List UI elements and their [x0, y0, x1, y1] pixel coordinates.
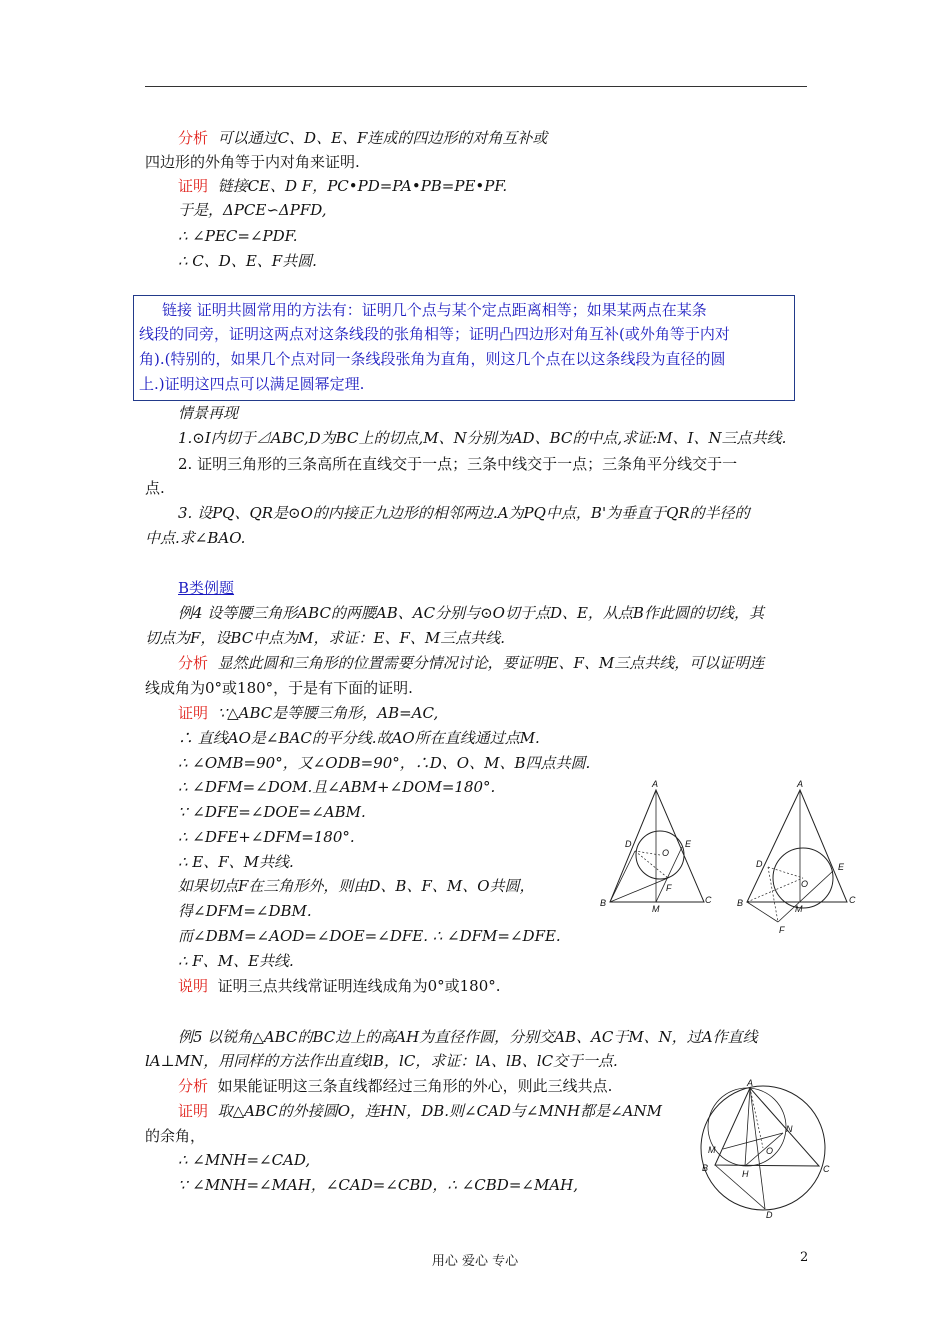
fig3-line-ad: [750, 1088, 765, 1209]
figure-triangle-circle-outside: [735, 775, 865, 940]
ex4-proof-11: ∴ F、M、E共线.: [178, 952, 294, 970]
fig2-label-C: C: [849, 895, 856, 905]
figure-circumcircle: [695, 1078, 835, 1223]
ex4-line-2: 切点为F，设BC中点为M，求证：E、F、M三点共线.: [145, 629, 506, 647]
ex5-line-1: 例5 以锐角△ABC的BC边上的高AH为直径作圆，分别交AB、AC于M、N，过A作直线: [178, 1028, 758, 1046]
fig1-line: [610, 851, 635, 902]
scenario-p1: 1.⊙I内切于⊿ABC,D为BC上的切点,M、N分别为AD、BC的中点,求证:M、I、N三点共线.: [178, 429, 787, 447]
fig3-label-O: O: [766, 1146, 774, 1156]
fig3-label-H: H: [742, 1169, 749, 1179]
ex4-proof-6: ∴ ∠DFE+∠DFM=180°.: [178, 828, 355, 846]
scenario-p3a: 3. 设PQ、QR是⊙O的内接正九边形的相邻两边.A为PQ中点，B'为垂直于QR的半径的: [178, 504, 750, 522]
fig1-label-F: F: [666, 883, 672, 893]
ex4-proof-7: ∴ E、F、M共线.: [178, 853, 294, 871]
fig1-label-M: M: [652, 904, 660, 914]
ex4-proof-5: ∵ ∠DFE=∠DOE=∠ABM.: [178, 803, 366, 821]
ex5-proof-2: 的余角，: [145, 1127, 206, 1145]
link-box: [133, 295, 795, 401]
fig2-label-B: B: [737, 898, 744, 908]
proof-line-4: ∴ C、D、E、F共圆.: [178, 252, 317, 270]
analysis-line-2: 四边形的外角等于内对角来证明.: [145, 153, 360, 171]
ex4-proof-2: ∴ 直线AO是∠BAC的平分线.故AO所在直线通过点M.: [178, 729, 540, 747]
fig1-label-D: D: [625, 839, 632, 849]
ex4-proof-8: 如果切点F在三角形外，则由D、B、F、M、O共圆，: [178, 877, 535, 895]
classb-title-link[interactable]: B类例题: [178, 579, 235, 597]
fig3-altitude: [745, 1088, 750, 1166]
ex4-proof-9: 得∠DFM=∠DBM.: [178, 902, 312, 920]
fig1-label-C: C: [705, 895, 712, 905]
ex4-proof-4: ∴ ∠DFM=∠DOM.且∠ABM+∠DOM=180°.: [178, 778, 496, 796]
ex5-proof-1: 证明 取△ABC的外接圆O，连HN，DB.则∠CAD与∠MNH都是∠ANM: [178, 1102, 662, 1120]
ex4-proof-10: 而∠DBM=∠AOD=∠DOE=∠DFE. ∴ ∠DFM=∠DFE.: [178, 927, 561, 945]
page-number: 2: [800, 1250, 809, 1265]
fig3-label-M: M: [708, 1145, 716, 1155]
ex4-note: 说明 证明三点共线常证明连线成角为0°或180°.: [178, 977, 501, 995]
ex4-proof-1: 证明 ∵△ABC是等腰三角形，AB=AC,: [178, 704, 439, 722]
proof-line-3: ∴ ∠PEC=∠PDF.: [178, 227, 298, 245]
fig1-label-A: A: [652, 779, 659, 789]
fig2-label-M: M: [795, 904, 803, 914]
fig3-line-bd: [715, 1165, 765, 1209]
fig1-label-E: E: [685, 839, 692, 849]
ex4-analysis-2: 线成角为0°或180°，于是有下面的证明.: [145, 679, 413, 697]
scenario-p2a: 2. 证明三角形的三条高所在直线交于一点；三条中线交于一点；三条角平分线交于一: [178, 455, 738, 473]
fig3-label-A: A: [747, 1078, 754, 1088]
scenario-title: 情景再现: [178, 404, 239, 422]
link-box-line-1: 链接 证明共圆常用的方法有：证明几个点与某个定点距离相等；如果某两点在某条: [162, 301, 707, 319]
link-box-line-2: 线段的同旁，证明这两点对这条线段的张角相等；证明凸四边形对角互补(或外角等于内对: [139, 325, 730, 343]
proof-line-2: 于是，ΔPCE∽ΔPFD,: [178, 201, 327, 219]
link-box-line-4: 上.)证明这四点可以满足圆幂定理.: [139, 375, 365, 393]
fig3-label-N: N: [786, 1124, 793, 1134]
fig3-altitude-circle: [708, 1088, 786, 1166]
fig3-label-B: B: [702, 1163, 709, 1173]
scenario-p3b: 中点.求∠BAO.: [145, 529, 246, 547]
ex4-proof-3: ∴ ∠OMB=90°，又∠ODB=90°，∴D、O、M、B四点共圆.: [178, 754, 591, 772]
fig2-label-O: O: [801, 879, 809, 889]
fig2-label-F: F: [779, 925, 785, 935]
fig3-label-D: D: [766, 1210, 773, 1220]
proof-line-1: 证明 链接CE、D F，PC•PD=PA•PB=PE•PF.: [178, 177, 508, 195]
analysis-line-1: 分析 可以通过C、D、E、F连成的四边形的对角互补或: [178, 129, 548, 147]
fig2-label-D: D: [756, 859, 763, 869]
fig2-label-E: E: [838, 862, 845, 872]
footer-text: 用心 爱心 专心: [431, 1254, 519, 1269]
ex4-line-1: 例4 设等腰三角形ABC的两腰AB、AC分别与⊙O切于点D、E，从点B作此圆的切线，其: [178, 604, 764, 622]
fig2-label-A: A: [797, 779, 804, 789]
link-box-line-3: 角).(特别的，如果几个点对同一条线段张角为直角，则这几个点在以这条线段为直径的圆: [139, 350, 726, 368]
fig3-label-C: C: [823, 1164, 830, 1174]
ex5-analysis: 分析 如果能证明这三条直线都经过三角形的外心，则此三线共点.: [178, 1077, 613, 1095]
ex5-line-2: lA⊥MN，用同样的方法作出直线lB，lC，求证：lA、lB、lC交于一点.: [145, 1052, 618, 1070]
header-rule: [145, 86, 807, 87]
ex5-proof-3: ∴ ∠MNH=∠CAD,: [178, 1151, 311, 1169]
ex5-proof-4: ∵ ∠MNH=∠MAH，∠CAD=∠CBD，∴ ∠CBD=∠MAH,: [178, 1176, 579, 1194]
fig1-label-O: O: [662, 848, 670, 858]
scenario-p2b: 点.: [145, 479, 165, 497]
fig1-label-B: B: [600, 898, 607, 908]
fig2-tangent-bf: [747, 902, 778, 922]
figure-triangle-circle-inside: [590, 775, 720, 915]
ex4-analysis-1: 分析 显然此圆和三角形的位置需要分情况讨论，要证明E、F、M三点共线，可以证明连: [178, 654, 765, 672]
